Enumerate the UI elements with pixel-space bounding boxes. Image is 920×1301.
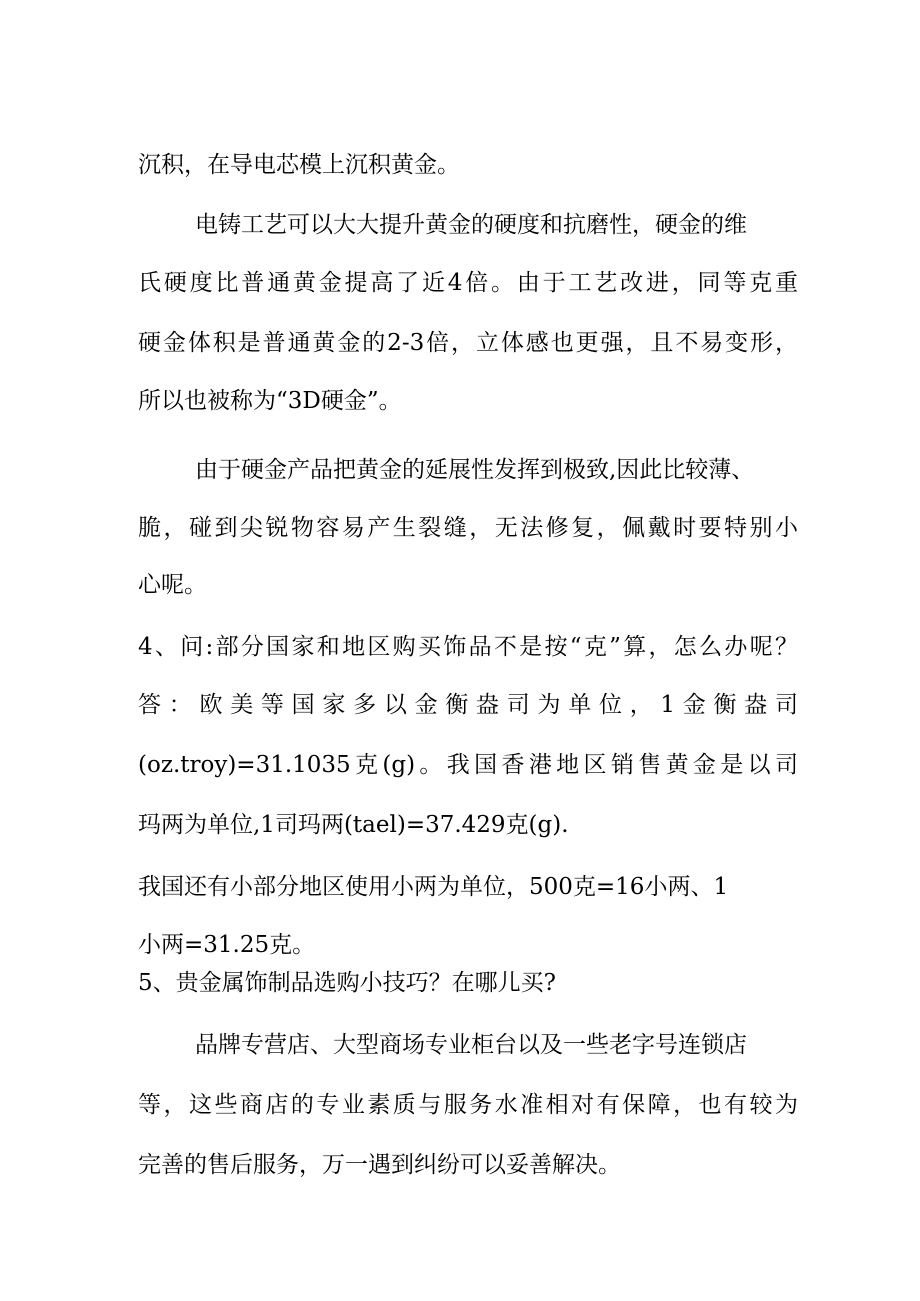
question-heading: 4、问:部分国家和地区购买饰品不是按“克”算，怎么办呢？ (138, 634, 798, 660)
answer-line: 答：欧美等国家多以金衡盎司为单位，1金衡盎司 (138, 692, 798, 718)
paragraph-line: 脆，碰到尖锐物容易产生裂缝，无法修复，佩戴时要特别小 (138, 515, 798, 541)
paragraph-line: 由于硬金产品把黄金的延展性发挥到极致,因此比较薄、 (195, 457, 755, 483)
paragraph-line: 氏硬度比普通黄金提高了近4倍。由于工艺改进，同等克重 (138, 270, 798, 296)
answer-line: 玛两为单位,1司玛两(tael)=37.429克(g). (138, 812, 569, 838)
paragraph-line: 所以也被称为“3D硬金”。 (138, 388, 402, 414)
answer-line: 小两=31.25克。 (138, 932, 316, 958)
answer-line: (oz.troy)=31.1035克(g)。我国香港地区销售黄金是以司 (138, 752, 798, 778)
question-heading: 5、贵金属饰制品选购小技巧？在哪儿买? (138, 970, 556, 996)
paragraph-line: 电铸工艺可以大大提升黄金的硬度和抗磨性，硬金的维 (195, 212, 747, 238)
answer-line: 我国还有小部分地区使用小两为单位，500克=16小两、1 (138, 874, 729, 900)
paragraph-line: 心呢。 (138, 572, 207, 598)
paragraph-line: 硬金体积是普通黄金的2-3倍，立体感也更强，且不易变形， (138, 330, 798, 356)
paragraph-line: 品牌专营店、大型商场专业柜台以及一些老字号连锁店 (195, 1032, 747, 1058)
paragraph-line: 沉积，在导电芯模上沉积黄金。 (138, 152, 460, 178)
paragraph-line: 完善的售后服务，万一遇到纠纷可以妥善解决。 (138, 1152, 621, 1178)
paragraph-line: 等，这些商店的专业素质与服务水准相对有保障，也有较为 (138, 1092, 798, 1118)
